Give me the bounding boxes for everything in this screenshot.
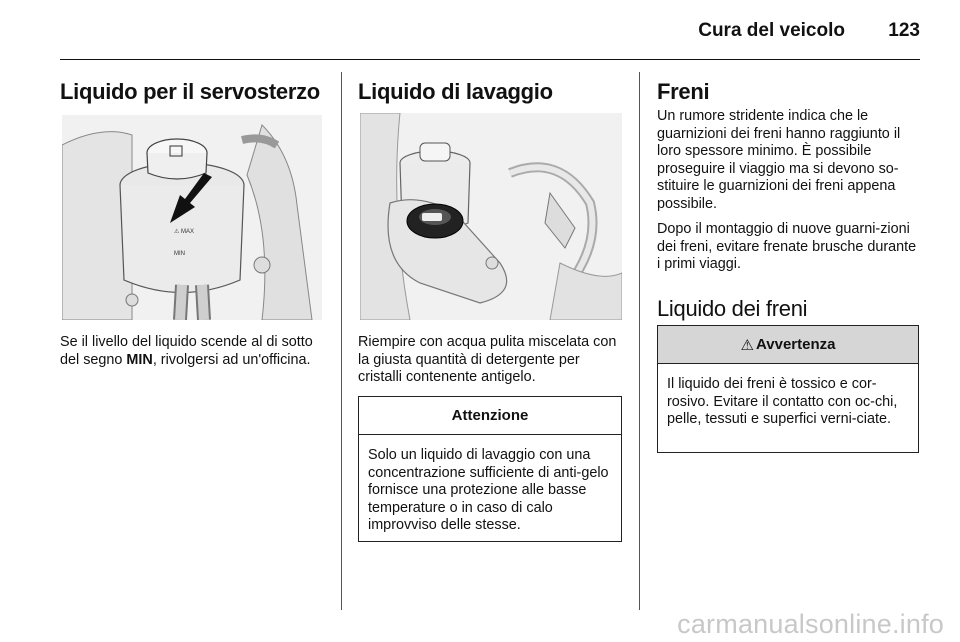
heading-brake-fluid: Liquido dei freni — [657, 296, 808, 321]
warning-box-text: Il liquido dei freni è tossico e cor-rosivo. Evitare il contatto con oc-chi, pelle, tessuti e superfici verni-ciate. — [667, 376, 898, 427]
power-steering-text — [60, 334, 330, 369]
svg-text:⚠ MAX: ⚠ MAX — [174, 229, 195, 235]
reservoir-drawing — [62, 115, 322, 320]
page-number: 123 — [888, 20, 920, 41]
column-divider-2 — [639, 72, 640, 610]
illustration-power-steering-reservoir — [62, 115, 322, 320]
page-header — [0, 0, 960, 62]
brakes-paragraph-2: Dopo il montaggio di nuove guarni-zioni dei freni, evitare frenate brusche durante i primi viaggi. — [657, 221, 917, 272]
column-divider-1 — [341, 72, 342, 610]
illustration-washer-reservoir — [360, 113, 622, 320]
heading-brakes: Freni — [657, 79, 710, 104]
heading-washer-fluid: Liquido di lavaggio — [358, 79, 553, 104]
watermark: carmanualsonline.info — [677, 609, 944, 639]
caution-box — [358, 396, 622, 542]
header-rule — [60, 59, 920, 60]
caution-box-title: Attenzione — [359, 397, 621, 435]
washer-fluid-text: Riempire con acqua pulita miscelata con la giusta quantità di detergente per cristalli contenente antigelo. — [358, 334, 617, 385]
power-steering-text-part1: Se il livello del liquido scende al di sotto del segno — [60, 334, 313, 368]
section-title: Cura del veicolo — [698, 20, 845, 41]
washer-drawing — [360, 113, 622, 320]
reservoir-min-label: MIN — [174, 251, 185, 257]
power-steering-text-part2: , rivolgersi ad un'officina. — [152, 351, 311, 368]
warning-triangle-icon: ⚠ — [740, 336, 754, 354]
warning-box — [657, 325, 919, 453]
caution-box-text: Solo un liquido di lavaggio con una concentrazione sufficiente di anti-gelo fornisce una protezione alle basse temperature o in caso di calo improvviso delle stesse. — [368, 447, 609, 533]
warning-box-title: Avvertenza — [755, 336, 836, 353]
warning-box-header — [658, 326, 918, 364]
brakes-paragraph-1: Un rumore stridente indica che le guarnizioni dei freni hanno raggiunto il loro spessore minimo. È possibile proseguire il viaggio ma si devono so-stituire le guarnizioni dei freni appena possibile. — [657, 108, 901, 212]
min-mark-text: MIN — [126, 351, 153, 368]
heading-power-steering: Liquido per il servosterzo — [60, 79, 320, 104]
